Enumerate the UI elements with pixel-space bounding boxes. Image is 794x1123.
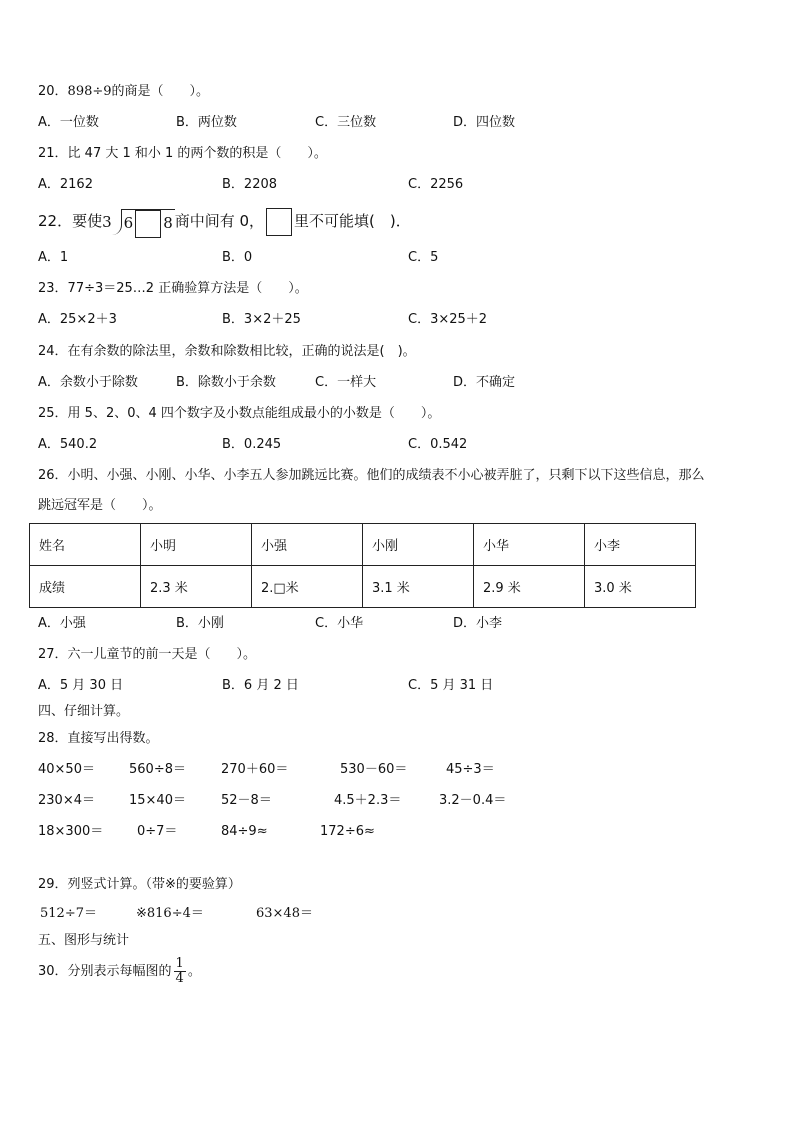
calc-item: 15×40＝: [129, 793, 186, 808]
q27-option-b[interactable]: B．6 月 2 日: [222, 678, 299, 693]
q20-tail: 的商是（ ）。: [111, 84, 210, 99]
q22-option-b[interactable]: B．0: [222, 250, 253, 265]
blank-box-2[interactable]: [266, 208, 292, 236]
q27-option-a[interactable]: A．5 月 30 日: [38, 678, 124, 693]
q27-option-c[interactable]: C．5 月 31 日: [408, 678, 494, 693]
q22-digit1: 6: [123, 213, 134, 232]
q22-stem: [38, 206, 411, 237]
table-cell: 3.1 米: [363, 566, 474, 608]
blank-box[interactable]: [135, 210, 161, 238]
fraction-denominator: 4: [175, 971, 184, 986]
q26-stem-line1: 26．小明、小强、小刚、小华、小李五人参加跳远比赛。他们的成绩表不小心被弄脏了，只剩下以下这些信息，那么: [38, 468, 705, 483]
q25-option-c[interactable]: C．0.542: [408, 437, 468, 452]
q21-option-c[interactable]: C．2256: [408, 177, 464, 192]
q25-option-b[interactable]: B．0.245: [222, 437, 282, 452]
calc-item: 84÷9≈: [221, 824, 268, 839]
q21-option-b[interactable]: B．2208: [222, 177, 278, 192]
q22-divisor: 3: [102, 212, 112, 231]
q20-number: 20．: [38, 84, 68, 99]
q26-option-a[interactable]: A．小强: [38, 616, 86, 631]
q21-option-a[interactable]: A．2162: [38, 177, 93, 192]
q24-option-b[interactable]: B．除数小于余数: [176, 375, 276, 390]
division-bracket: [112, 209, 122, 235]
table-cell: 小华: [474, 524, 585, 566]
calc-item: 52－8＝: [221, 793, 272, 808]
calc-item: 3.2－0.4＝: [439, 793, 507, 808]
calc-item: 560÷8＝: [129, 762, 186, 777]
score-table: [29, 523, 696, 608]
table-cell: 3.0 米: [585, 566, 696, 608]
q24-option-d[interactable]: D．不确定: [453, 375, 516, 390]
calc-item: 230×4＝: [38, 793, 95, 808]
q20-option-d[interactable]: D．四位数: [453, 115, 516, 130]
dividend: [122, 209, 175, 236]
calc-item: 4.5＋2.3＝: [334, 793, 402, 808]
calc-item: 18×300＝: [38, 824, 104, 839]
q23-option-c[interactable]: C．3×25＋2: [408, 312, 488, 327]
long-division-icon: [102, 207, 175, 237]
table-cell: 小强: [252, 524, 363, 566]
q24-option-c[interactable]: C．一样大: [315, 375, 377, 390]
q30-stem: [38, 956, 201, 988]
table-cell: 小明: [141, 524, 252, 566]
q24-option-a[interactable]: A．余数小于除数: [38, 375, 138, 390]
table-cell: 2.□米: [252, 566, 363, 608]
table-cell: 2.3 米: [141, 566, 252, 608]
q29-stem: 29．列竖式计算。（带※的要验算）: [38, 877, 241, 892]
q22-middle: 商中间有 0，: [174, 212, 265, 230]
table-cell: 成绩: [30, 566, 141, 608]
table-cell: 2.9 米: [474, 566, 585, 608]
q20-expression: 898÷9: [67, 84, 112, 99]
vertical-calc-item: 512÷7＝: [40, 906, 97, 921]
table-header-row: [30, 524, 696, 566]
calc-item: 0÷7＝: [137, 824, 178, 839]
q26-option-d[interactable]: D．小李: [453, 616, 503, 631]
calc-item: 270＋60＝: [221, 762, 289, 777]
q22-number: 22．要使: [38, 212, 103, 230]
q20-stem: [38, 83, 209, 101]
q23-stem: 23．77÷3＝25…2 正确验算方法是（ ）。: [38, 281, 308, 296]
table-cell: 小刚: [363, 524, 474, 566]
section-5-heading: 五、图形与统计: [38, 933, 130, 948]
q25-option-a[interactable]: A．540.2: [38, 437, 98, 452]
q24-stem: 24．在有余数的除法里，余数和除数相比较，正确的说法是( )。: [38, 344, 416, 359]
q26-stem-line2: 跳远冠军是（ ）。: [38, 498, 162, 513]
calc-item: 45÷3＝: [446, 762, 495, 777]
q23-option-b[interactable]: B．3×2＋25: [222, 312, 301, 327]
calc-item: 40×50＝: [38, 762, 95, 777]
table-row: [30, 566, 696, 608]
q22-option-c[interactable]: C．5: [408, 250, 439, 265]
vertical-calc-item: 63×48＝: [256, 906, 313, 921]
calc-item: 530－60＝: [340, 762, 408, 777]
q23-option-a[interactable]: A．25×2＋3: [38, 312, 117, 327]
q20-option-b[interactable]: B．两位数: [176, 115, 237, 130]
fraction-numerator: 1: [175, 956, 184, 971]
calc-item: 172÷6≈: [320, 824, 375, 839]
q20-option-a[interactable]: A．一位数: [38, 115, 99, 130]
table-cell: 姓名: [30, 524, 141, 566]
q27-stem: 27．六一儿童节的前一天是（ ）。: [38, 647, 257, 662]
section-4-heading: 四、仔细计算。: [38, 704, 130, 719]
vertical-calc-item: ※816÷4＝: [136, 906, 204, 921]
q26-option-c[interactable]: C．小华: [315, 616, 364, 631]
q26-option-b[interactable]: B．小刚: [176, 616, 224, 631]
q30-text: 30．分别表示每幅图的: [38, 964, 172, 979]
q20-option-c[interactable]: C．三位数: [315, 115, 377, 130]
q22-digit2: 8: [163, 213, 173, 232]
fraction: [174, 957, 186, 986]
q22-option-a[interactable]: A．1: [38, 250, 69, 265]
q21-stem: 21．比 47 大 1 和小 1 的两个数的积是（ ）。: [38, 146, 327, 161]
q22-tail: 里不可能填( )．: [294, 212, 411, 230]
q25-stem: 25．用 5、2、0、4 四个数字及小数点能组成最小的小数是（ ）。: [38, 406, 441, 421]
q28-stem: 28．直接写出得数。: [38, 731, 159, 746]
table-cell: 小李: [585, 524, 696, 566]
q30-tail: 。: [187, 964, 201, 979]
